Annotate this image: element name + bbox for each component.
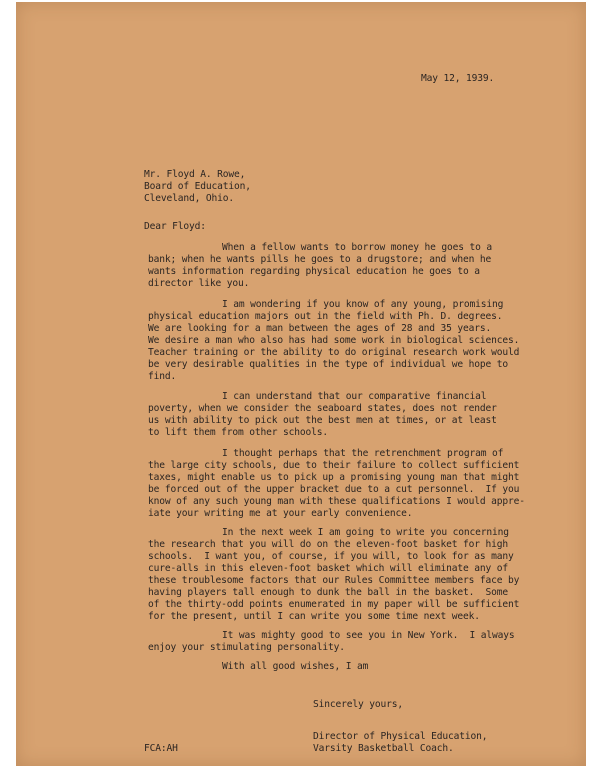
paragraph-line: enjoy your stimulating personality. xyxy=(148,642,345,653)
signature-title xyxy=(313,731,487,755)
paragraph-line: It was mighty good to see you in New York. I always xyxy=(222,630,515,641)
letter-page xyxy=(16,2,586,766)
paragraph-line: know of any such young man with these qualifications I would appre- xyxy=(148,496,525,507)
paragraph-line: I thought perhaps that the retrenchment program of xyxy=(222,448,504,459)
salutation: Dear Floyd: xyxy=(144,221,206,232)
paragraph-line: With all good wishes, I am xyxy=(222,661,369,672)
paragraph-line: We are looking for a man between the ages of 28 and 35 years. xyxy=(148,323,492,334)
paragraph-line: Teacher training or the ability to do original research work would xyxy=(148,347,520,358)
paragraph-line: for the present, until I can write you some time next week. xyxy=(148,611,480,622)
paragraph-3 xyxy=(148,391,497,439)
paragraph-line: the research that you will do on the eleven-foot basket for high xyxy=(148,539,509,550)
paragraph-line: find. xyxy=(148,371,177,382)
paragraph-line: wants information regarding physical education he goes to a xyxy=(148,266,480,277)
paragraph-7 xyxy=(148,661,368,673)
typist-initials: FCA:AH xyxy=(144,743,178,754)
paragraph-line: schools. I want you, of course, if you will, to look for as many xyxy=(148,551,514,562)
letter-date: May 12, 1939. xyxy=(421,73,495,84)
recipient-org: Board of Education, xyxy=(144,181,251,192)
paragraph-line: these troublesome factors that our Rules Committee members face by xyxy=(148,575,520,586)
paragraph-line: cure-alls in this eleven-foot basket which will eliminate any of xyxy=(148,563,509,574)
paragraph-line: be forced out of the upper bracket due to a cut personnel. If you xyxy=(148,484,520,495)
paragraph-line: When a fellow wants to borrow money he goes to a xyxy=(222,242,493,253)
paragraph-line: bank; when he wants pills he goes to a drugstore; and when he xyxy=(148,254,492,265)
paragraph-line: I am wondering if you know of any young, promising xyxy=(222,299,504,310)
paragraph-line: to lift them from other schools. xyxy=(148,427,329,438)
paragraph-line: of the thirty-odd points enumerated in my paper will be sufficient xyxy=(148,599,520,610)
paragraph-line: us with ability to pick out the best men at times, or at least xyxy=(148,415,497,426)
paragraph-6 xyxy=(148,630,515,654)
paragraph-line: the large city schools, due to their failure to collect sufficient xyxy=(148,460,520,471)
paragraph-line: We desire a man who also has had some work in biological sciences. xyxy=(148,335,520,346)
signature-title-line: Varsity Basketball Coach. xyxy=(313,743,454,754)
paragraph-line: be very desirable qualities in the type of individual we hope to xyxy=(148,359,509,370)
paragraph-line: physical education majors out in the field with Ph. D. degrees. xyxy=(148,311,503,322)
paragraph-line: director like you. xyxy=(148,278,250,289)
paragraph-1 xyxy=(148,242,492,290)
paragraph-line: taxes, might enable us to pick up a promising young man that might xyxy=(148,472,520,483)
recipient-address xyxy=(144,169,251,205)
recipient-city: Cleveland, Ohio. xyxy=(144,193,235,204)
closing: Sincerely yours, xyxy=(313,699,404,710)
signature-title-line: Director of Physical Education, xyxy=(313,731,488,742)
paragraph-2 xyxy=(148,299,519,383)
paragraph-line: I can understand that our comparative financial xyxy=(222,391,487,402)
paragraph-line: iate your writing me at your early convenience. xyxy=(148,508,413,519)
paragraph-5 xyxy=(148,527,519,623)
paragraph-4 xyxy=(148,448,525,520)
paragraph-line: poverty, when we consider the seaboard states, does not render xyxy=(148,403,497,414)
paragraph-line: In the next week I am going to write you concerning xyxy=(222,527,509,538)
paragraph-line: having players tall enough to dunk the ball in the basket. Some xyxy=(148,587,509,598)
recipient-name: Mr. Floyd A. Rowe, xyxy=(144,169,246,180)
